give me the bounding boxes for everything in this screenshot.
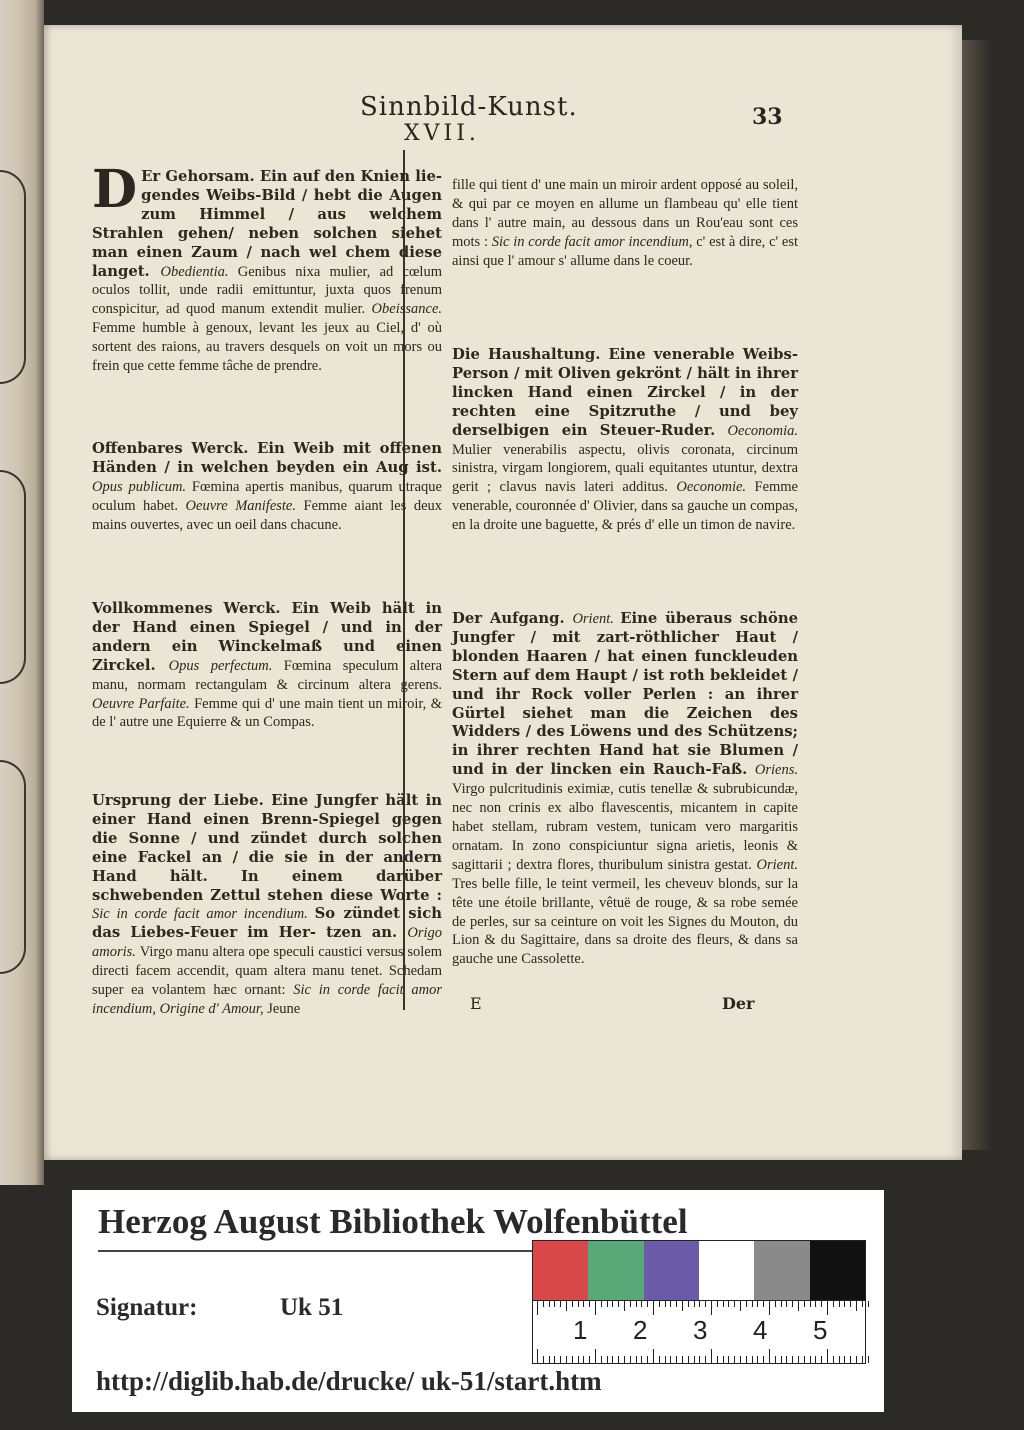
ruler-number: 4	[753, 1315, 768, 1345]
ruler-tick	[728, 1356, 729, 1363]
color-swatch	[588, 1241, 643, 1301]
motto-text: Sic in corde facit amor incendium,	[491, 233, 697, 250]
ruler-tick	[578, 1301, 579, 1307]
ruler-tick	[699, 1356, 700, 1363]
ruler-tick	[769, 1349, 770, 1363]
ruler-tick	[589, 1356, 590, 1363]
ruler-tick	[839, 1301, 840, 1307]
ruler-tick	[746, 1356, 747, 1363]
ruler-tick	[659, 1301, 660, 1307]
ruler-tick	[775, 1356, 776, 1363]
ruler-tick	[595, 1301, 596, 1315]
ruler-tick	[781, 1356, 782, 1363]
library-name: Herzog August Bibliothek Wolfenbüttel	[98, 1202, 688, 1241]
ruler-tick	[734, 1301, 735, 1307]
page-number: 33	[752, 104, 783, 130]
color-swatch	[810, 1241, 865, 1301]
ruler-tick	[676, 1356, 677, 1363]
right-column	[452, 176, 798, 271]
ruler-tick	[583, 1301, 584, 1307]
entry-origo-amoris	[92, 792, 442, 1019]
ruler-tick	[833, 1301, 834, 1307]
latin-text: Fœmina apertis manibus, quarum utraque oculum habet.	[92, 478, 442, 514]
german-text-2: So zündet sich das Liebes-Feuer im Her- tzen an.	[92, 905, 443, 942]
french-tag: Obeissance.	[371, 301, 442, 318]
section-number: XVII.	[404, 121, 480, 146]
ruler-tick	[792, 1356, 793, 1363]
ruler-tick	[827, 1301, 828, 1315]
ruler-tick	[815, 1356, 816, 1363]
ruler-tick	[850, 1301, 851, 1307]
ruler-tick	[763, 1301, 764, 1307]
ruler-tick	[757, 1301, 758, 1307]
ruler-tick	[810, 1356, 811, 1363]
ruler-tick	[723, 1356, 724, 1363]
french-text: Tres belle fille, le teint vermeil, les cheveuv blonds, sur la tête une étoile brillante, vêtuë de rouge, & sa robe semée de perles, sur sa ceinture on voit les Signes du Mouton, du Lion & du Sagittaire, dans sa droite des fleurs, & dans sa gauche une Cassolette.	[452, 875, 798, 968]
ruler-tick	[844, 1301, 845, 1307]
left-column	[92, 159, 443, 376]
german-text: Eine überaus schöne Jungfer / mit zart-röthlicher Haut / blonden Haaren / hat einen funckleuden Stern auf dem Haupt / ist roth bekleidet / und ihr Rock voller Perlen : an ihrer Gürtel siehet man die Zeichen des Widders / des Löwens und des Schützens; in ihrer rechten Hand hat sie Blumen / und in der lincken ein Rauch-Faß.	[452, 610, 799, 779]
latin-text: Virgo pulcritudinis eximiæ, cutis tenellæ & subrubicundæ, nec non crinis ex albo flavescentis, micantem in capite habet stellam, rubram vestem, tunicam vero margaritis ornatam. In zono conspiciuntur signa arietis, leonis & sagittarii ; dextra flores, thuribulum sinistra gestat.	[452, 781, 798, 873]
ruler-tick	[630, 1301, 631, 1307]
ruler-tick	[653, 1349, 654, 1363]
ruler-tick	[804, 1356, 805, 1363]
ruler-tick	[711, 1301, 712, 1315]
ruler-tick	[856, 1356, 857, 1363]
latin-tag: Origo amoris.	[92, 925, 442, 961]
ruler-tick	[786, 1301, 787, 1307]
ruler-tick	[694, 1301, 695, 1307]
french-tag: Orient.	[756, 856, 798, 873]
ruler-tick	[705, 1301, 706, 1307]
ruler-tick	[636, 1356, 637, 1363]
ruler-tick	[665, 1356, 666, 1363]
ruler-tick	[624, 1301, 625, 1311]
signatur-label: Signatur:	[96, 1294, 198, 1321]
ruler-tick	[821, 1301, 822, 1307]
ruler-tick	[537, 1349, 538, 1363]
ruler-tick	[554, 1301, 555, 1307]
ruler-tick	[665, 1301, 666, 1307]
color-swatch	[699, 1241, 754, 1301]
latin-text: Genibus nixa mulier, ad cœlum oculos tollit, unde radii emittuntur, juxta quos frenum conspicitur, ad quod manum extendit mulier.	[92, 263, 442, 318]
ruler-tick	[775, 1301, 776, 1307]
ruler-tick	[636, 1301, 637, 1307]
signature-mark: E	[470, 994, 482, 1013]
ruler-tick	[757, 1356, 758, 1363]
entry-obedientia	[92, 159, 443, 376]
binding-clip	[0, 170, 26, 384]
ruler-tick	[601, 1301, 602, 1307]
ruler-tick	[543, 1356, 544, 1363]
ruler-tick	[612, 1301, 613, 1307]
latin-text: Fœmina speculum altera manu, normam rectangulam & circinum altera gerens.	[92, 657, 443, 693]
library-label-card	[72, 1190, 884, 1412]
ruler-number: 1	[573, 1315, 588, 1345]
ruler-tick	[618, 1356, 619, 1363]
latin-text: Virgo manu altera ope speculi caustici versus solem directi facem accendit, quam altera manu tenet. Schedam super ea volantem hæc ornant:	[92, 944, 442, 999]
right-column-entry-3	[452, 610, 798, 969]
ruler-tick	[601, 1356, 602, 1363]
ruler-tick	[740, 1301, 741, 1311]
ruler-tick	[699, 1301, 700, 1307]
ruler-tick	[786, 1356, 787, 1363]
latin-tag: Oriens.	[754, 762, 798, 779]
ruler-tick	[717, 1356, 718, 1363]
source-url: http://diglib.hab.de/drucke/ uk-51/start.htm	[96, 1366, 602, 1396]
ruler-number: 5	[813, 1315, 828, 1345]
ruler-tick	[560, 1301, 561, 1307]
ruler-tick	[810, 1301, 811, 1307]
ruler-tick	[659, 1356, 660, 1363]
french-tag: Oeuvre Manifeste.	[185, 497, 304, 514]
left-column-entry-4	[92, 792, 442, 1019]
entry-oeconomia	[452, 346, 798, 535]
entry-heading: Ursprung der Liebe.	[92, 792, 272, 809]
ruler-tick	[827, 1349, 828, 1363]
ruler-tick	[862, 1356, 863, 1363]
ruler-tick	[554, 1356, 555, 1363]
latin-tag: Opus perfectum.	[168, 657, 284, 674]
signatur-value: Uk 51	[280, 1294, 344, 1321]
ruler-tick	[752, 1301, 753, 1307]
ruler-tick	[630, 1356, 631, 1363]
entry-heading: Er Gehorsam.	[141, 168, 260, 185]
ruler-tick	[566, 1356, 567, 1363]
ruler-tick	[728, 1301, 729, 1307]
ruler-tick	[612, 1356, 613, 1363]
latin-tag: Obedientia.	[160, 263, 238, 280]
color-swatch	[644, 1241, 699, 1301]
ruler-tick	[589, 1301, 590, 1307]
entry-heading: Die Haushaltung.	[452, 346, 609, 363]
latin-tag: Opus publicum.	[92, 478, 192, 495]
ruler-tick	[566, 1301, 567, 1311]
french-tag: Oeconomie.	[676, 479, 755, 496]
latin-text: Mulier venerabilis aspectu, olivis coronata, circinum sinistra, virgam longiorem, quali equitantes utuntur, dextra gerit ; clavus navis lateri additus.	[452, 441, 798, 496]
french-text: Femme qui d' une main tient un miroir, & de l' autre une Equierre & un Compas.	[92, 695, 442, 731]
ruler-tick	[746, 1301, 747, 1307]
ruler-tick	[856, 1301, 857, 1311]
french-text: Femme aiant les deux mains ouvertes, avec un oeil dans chacune.	[92, 497, 443, 533]
latin-tag: Oeconomia.	[727, 422, 798, 439]
right-column-entry-2	[452, 346, 798, 535]
ruler-tick	[839, 1356, 840, 1363]
ruler-tick	[868, 1356, 869, 1363]
left-column-entry-3	[92, 600, 442, 732]
german-text: Ein Weib hält in der Hand einen Spiegel / und in der andern ein Winckelmaß und einen Zirckel.	[92, 600, 442, 674]
left-column-entry-2	[92, 440, 442, 535]
french-text: Femme venerable, couronnée d' Olivier, dans sa gauche un compas, en la droite une baguette, & prés d' elle un timon de navire.	[452, 479, 798, 534]
ruler-tick	[583, 1356, 584, 1363]
ruler-tick	[694, 1356, 695, 1363]
ruler-tick	[850, 1356, 851, 1363]
ruler-tick	[560, 1356, 561, 1363]
ruler-tick	[682, 1301, 683, 1311]
ruler-tick	[862, 1301, 863, 1307]
color-swatch	[533, 1241, 588, 1301]
german-text: Ein Weib mit offenen Händen / in welchen beyden ein Aug ist.	[92, 440, 442, 476]
ruler-number: 2	[633, 1315, 648, 1345]
ruler-tick	[618, 1301, 619, 1307]
ruler-tick	[607, 1301, 608, 1307]
french-text: fille qui tient d' une main un miroir ardent opposé au soleil, & qui par ce moyen en allume un flambeau qu' elle tient dans l' autre main, au dessous dans un Rou'eau sont ces mots :	[452, 177, 798, 250]
catchword: Der	[722, 994, 755, 1013]
entry-heading: Vollkommenes Werck.	[92, 600, 292, 617]
entry-tag: Orient.	[572, 611, 621, 627]
ruler-tick	[804, 1301, 805, 1307]
entry-heading: Der Aufgang.	[452, 610, 573, 627]
ruler-tick	[676, 1301, 677, 1307]
ruler-tick	[647, 1356, 648, 1363]
ruler-tick	[572, 1356, 573, 1363]
french-text-2: c' est à dire, c' est ainsi que l' amour s' allume dans le coeur.	[452, 233, 798, 269]
french-tag: Oeuvre Parfaite.	[92, 695, 195, 712]
french-tag: Origine d' Amour,	[159, 1000, 268, 1017]
french-text: Jeune	[267, 1000, 301, 1017]
ruler-tick	[549, 1356, 550, 1363]
german-text: Eine Jungfer hält in einer Hand einen Brenn-Spiegel gegen die Sonne / und zündet durch solchen eine Fackel an / die sie in der andern Hand hält. In einem darüber schwebenden Zettul stehen diese Worte :	[92, 792, 442, 904]
entry-heading: Offenbares Werck.	[92, 440, 258, 457]
french-text: Femme humble à genoux, levant les jeux au Ciel, d' où sortent des raions, au travers desquels on voit un mors ou frein que cette femme tâche de prendre.	[92, 320, 442, 375]
book-spine	[0, 0, 44, 1185]
ruler-tick	[641, 1301, 642, 1307]
color-swatch	[754, 1241, 809, 1301]
ruler-tick	[670, 1301, 671, 1307]
ruler-tick	[815, 1301, 816, 1307]
ruler-tick	[844, 1356, 845, 1363]
ruler-tick	[572, 1301, 573, 1307]
ruler-tick	[781, 1301, 782, 1307]
ruler-tick	[798, 1356, 799, 1363]
ruler-tick	[734, 1356, 735, 1363]
ruler-tick	[798, 1301, 799, 1311]
ruler-tick	[537, 1301, 538, 1315]
entry-opus-perfectum	[92, 600, 442, 732]
ruler-tick	[607, 1356, 608, 1363]
ruler-tick	[670, 1356, 671, 1363]
drop-cap: D	[92, 159, 138, 220]
ruler-tick	[769, 1301, 770, 1315]
ruler-tick	[595, 1349, 596, 1363]
ruler-number: 3	[693, 1315, 708, 1345]
ruler-tick	[653, 1301, 654, 1315]
motto-text: Sic in corde facit amor incendium.	[92, 906, 315, 923]
ruler-tick	[682, 1356, 683, 1363]
entry-oriens	[452, 610, 798, 969]
ruler-tick	[723, 1301, 724, 1307]
ruler-tick	[624, 1356, 625, 1363]
page-header-title: Sinnbild-Kunst.	[360, 92, 578, 122]
ruler-tick	[705, 1356, 706, 1363]
ruler-tick	[688, 1356, 689, 1363]
ruler-tick	[578, 1356, 579, 1363]
ruler-tick	[688, 1301, 689, 1307]
color-calibration-strip	[532, 1240, 866, 1302]
ruler-tick	[543, 1301, 544, 1307]
german-text: Eine venerable Weibs-Person / mit Oliven gekrönt / hält in ihrer lincken Hand einen Zirckel / in der rechten eine Spitzruthe / und bey derselbigen ein Steuer-Ruder.	[452, 346, 798, 439]
ruler-tick	[717, 1301, 718, 1307]
german-text: Ein auf den Knien lie- gendes Weibs-Bild / hebt die Augen zum Himmel / aus welchem Strahlen gehen/ neben solchen siehet man einen Zaum / nach wel chem diese langet.	[92, 168, 443, 280]
ruler-tick	[763, 1356, 764, 1363]
ruler-tick	[792, 1301, 793, 1307]
ruler-tick	[549, 1301, 550, 1307]
measurement-ruler	[532, 1300, 866, 1364]
ruler-tick	[821, 1356, 822, 1363]
ruler-tick	[740, 1356, 741, 1363]
entry-origo-amoris-cont	[452, 176, 798, 271]
binding-clip	[0, 760, 26, 974]
entry-opus-publicum	[92, 440, 442, 535]
ruler-tick	[833, 1356, 834, 1363]
ruler-tick	[752, 1356, 753, 1363]
latin-motto: Sic in corde facit amor incendium,	[92, 982, 442, 1017]
binding-clip	[0, 470, 26, 684]
page-edge	[962, 40, 992, 1150]
ruler-tick	[868, 1301, 869, 1307]
ruler-tick	[647, 1301, 648, 1307]
ruler-tick	[711, 1349, 712, 1363]
ruler-tick	[641, 1356, 642, 1363]
